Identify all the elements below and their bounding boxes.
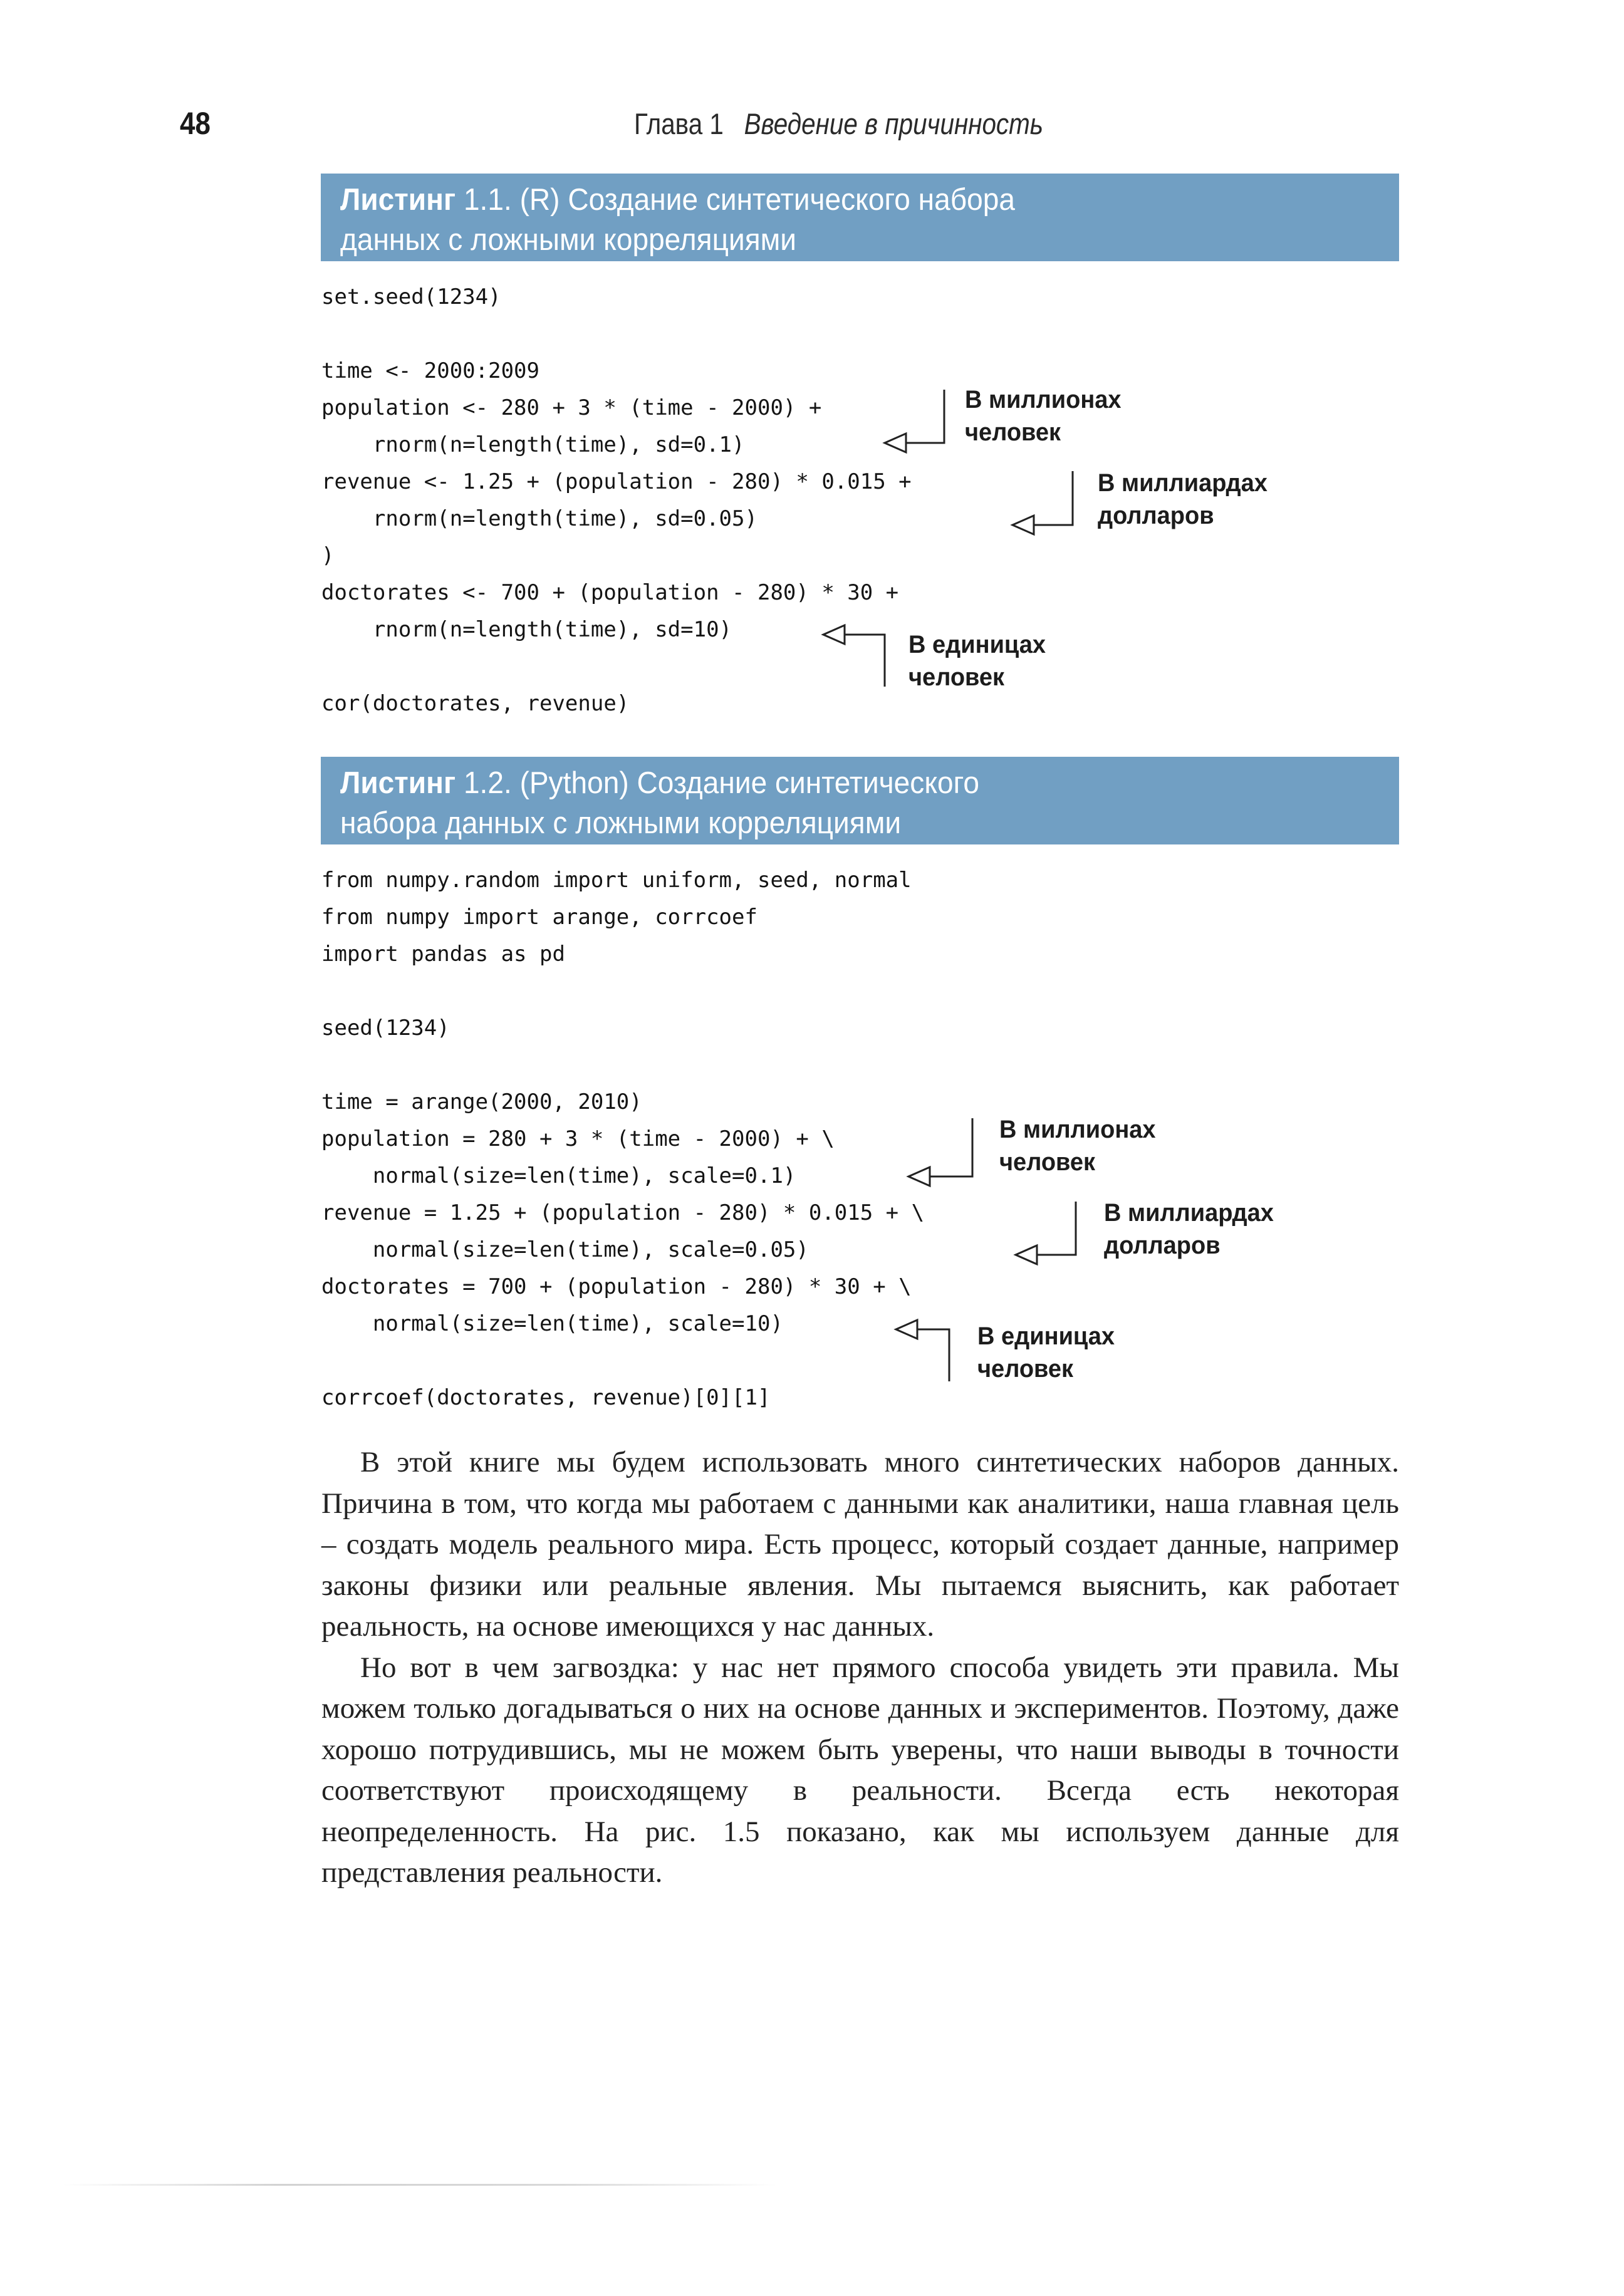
annotation-revenue-units bbox=[1098, 467, 1267, 532]
code-line: doctorates = 700 + (population - 280) * 30 + \ bbox=[321, 1274, 912, 1299]
code-line bbox=[321, 316, 912, 353]
code-line bbox=[321, 1343, 924, 1379]
listing-1-2-code bbox=[321, 862, 924, 1416]
annotation-line: долларов bbox=[1098, 502, 1214, 529]
callout-arrow-icon bbox=[1012, 471, 1073, 534]
annotation-line: человек bbox=[999, 1148, 1096, 1176]
listing-title-text: (R) Создание синтетического набора bbox=[519, 183, 1015, 217]
code-line: normal(size=len(time), scale=0.1) bbox=[321, 1163, 796, 1188]
listing-label: Листинг bbox=[340, 183, 456, 217]
code-line: doctorates <- 700 + (population - 280) * 30 + bbox=[321, 580, 899, 605]
annotation-line: В миллиардах bbox=[1098, 469, 1267, 497]
listing-label: Листинг bbox=[340, 766, 456, 800]
code-line: corrcoef(doctorates, revenue)[0][1] bbox=[321, 1385, 771, 1410]
paragraph: Но вот в чем загвоздка: у нас нет прямого способа увидеть эти правила. Мы можем только догадываться о них на основе данных и экспериментов. Поэтому, даже хорошо потрудившись, мы не можем быть уверены, что наши выводы в точности соответствуют происходящему в реальности. Всегда есть некоторая неопределенность. На рис. 1.5 показано, как мы используем данные для представления реальности. bbox=[321, 1651, 1399, 1889]
body-text bbox=[321, 1442, 1399, 1894]
annotation-line: человек bbox=[965, 418, 1061, 446]
listing-1-1-header bbox=[321, 174, 1399, 261]
code-line: seed(1234) bbox=[321, 1016, 450, 1041]
code-line: revenue <- 1.25 + (population - 280) * 0.015 + bbox=[321, 469, 912, 494]
annotation-population-units bbox=[965, 383, 1122, 449]
annotation-line: В миллиардах bbox=[1104, 1199, 1274, 1227]
annotation-line: человек bbox=[977, 1355, 1074, 1383]
page-number: 48 bbox=[180, 106, 211, 141]
code-line: ) bbox=[321, 543, 335, 568]
annotation-line: В единицах bbox=[908, 631, 1046, 658]
listing-title-line-2: набора данных с ложными корреляциями bbox=[340, 806, 902, 840]
footer-rule bbox=[63, 2184, 777, 2186]
chapter-title: Введение в причинность bbox=[744, 107, 1044, 140]
listing-1-2-header bbox=[321, 757, 1399, 844]
running-header bbox=[634, 106, 1043, 141]
listing-number: 1.1. bbox=[463, 183, 512, 217]
code-line bbox=[321, 973, 924, 1010]
paragraph: В этой книге мы будем использовать много синтетических наборов данных. Причина в том, что когда мы работаем с данными как аналитики, наша главная цель – создать модель реального мира. Есть процесс, который создает данные, например законы физики или реальные явления. Мы пытаемся выяснить, как работает реальность, на основе имеющихся у нас данных. bbox=[321, 1446, 1399, 1643]
code-line: rnorm(n=length(time), sd=0.05) bbox=[321, 506, 757, 531]
annotation-line: В миллионах bbox=[965, 386, 1122, 413]
code-line: time <- 2000:2009 bbox=[321, 358, 539, 383]
listing-title-line-1 bbox=[340, 763, 1336, 803]
code-line: import pandas as pd bbox=[321, 942, 565, 967]
code-line: rnorm(n=length(time), sd=0.1) bbox=[321, 432, 745, 457]
annotation-line: В миллионах bbox=[999, 1116, 1156, 1143]
code-line: from numpy import arange, corrcoef bbox=[321, 905, 757, 930]
listing-title-line-1 bbox=[340, 180, 1336, 220]
annotation-doctorates-units bbox=[977, 1320, 1115, 1385]
listing-title-text: (Python) Создание синтетического bbox=[519, 766, 980, 800]
code-line: normal(size=len(time), scale=0.05) bbox=[321, 1237, 809, 1262]
code-line: population <- 280 + 3 * (time - 2000) + bbox=[321, 395, 822, 420]
code-line: rnorm(n=length(time), sd=10) bbox=[321, 617, 732, 642]
annotation-revenue-units bbox=[1104, 1197, 1274, 1262]
code-line bbox=[321, 1047, 924, 1084]
code-line: cor(doctorates, revenue) bbox=[321, 691, 630, 716]
chapter-label: Глава 1 bbox=[634, 107, 724, 140]
listing-title-line-2: данных с ложными корреляциями bbox=[340, 223, 797, 257]
code-line: revenue = 1.25 + (population - 280) * 0.015 + \ bbox=[321, 1200, 925, 1225]
listing-number: 1.2. bbox=[463, 766, 512, 800]
callout-arrow-icon bbox=[1016, 1202, 1076, 1264]
code-line: normal(size=len(time), scale=10) bbox=[321, 1311, 783, 1336]
annotation-population-units bbox=[999, 1113, 1156, 1178]
code-line: set.seed(1234) bbox=[321, 284, 501, 309]
annotation-line: В единицах bbox=[977, 1322, 1115, 1350]
listing-1-1-code bbox=[321, 279, 912, 722]
annotation-doctorates-units bbox=[908, 628, 1046, 693]
annotation-line: долларов bbox=[1104, 1232, 1221, 1259]
code-line: population = 280 + 3 * (time - 2000) + \ bbox=[321, 1126, 835, 1151]
code-line bbox=[321, 648, 912, 685]
code-line: time = arange(2000, 2010) bbox=[321, 1089, 642, 1114]
code-line: from numpy.random import uniform, seed, normal bbox=[321, 868, 912, 893]
annotation-line: человек bbox=[908, 663, 1005, 691]
